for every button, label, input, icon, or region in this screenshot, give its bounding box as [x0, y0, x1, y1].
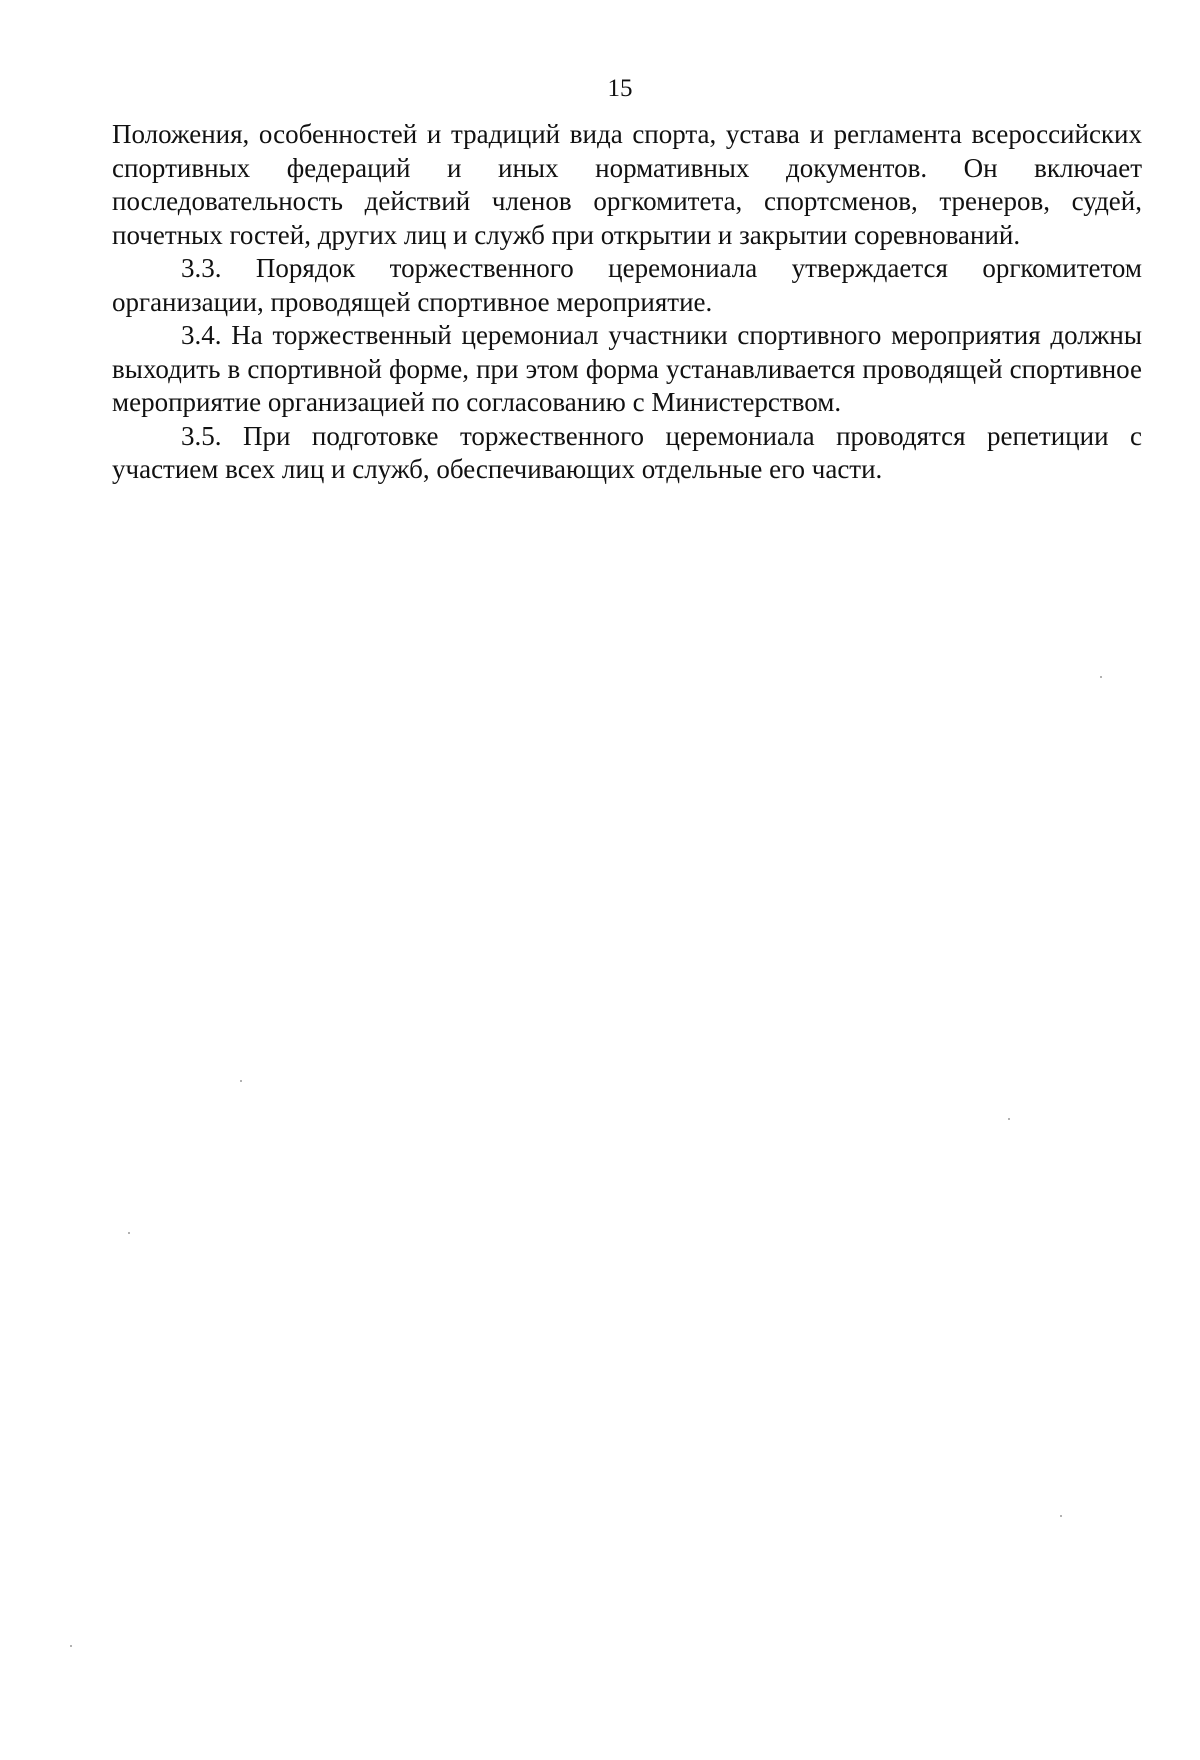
scan-speck	[240, 1080, 242, 1082]
scan-speck	[128, 1232, 130, 1234]
page-number: 15	[607, 75, 633, 102]
scan-speck	[70, 1645, 72, 1647]
paragraph-3-5: 3.5. При подготовке торжественного церемониала проводятся репетиции с участием всех лиц и служб, обеспечивающих отдельные его части.	[112, 420, 1142, 484]
paragraph-3-4: 3.4. На торжественный церемониал участники спортивного мероприятия должны выходить в спортивной форме, при этом форма устанавливается проводящей спортивное мероприятие организацией по согласованию с Министерством.	[112, 320, 1142, 417]
document-body	[112, 118, 1142, 487]
paragraph-continuation: Положения, особенностей и традиций вида спорта, устава и регламента всероссийских спортивных федераций и иных нормативных документов. Он включает последовательность действий членов оргкомитета, спортсменов, тренеров, судей, почетных гостей, других лиц и служб при открытии и закрытии соревнований.	[112, 119, 1142, 250]
scan-speck	[1100, 676, 1102, 678]
scan-speck	[1060, 1515, 1062, 1517]
scan-speck	[1008, 1118, 1010, 1120]
paragraph-3-3: 3.3. Порядок торжественного церемониала утверждается оргкомитетом организации, проводящей спортивное мероприятие.	[112, 253, 1142, 317]
